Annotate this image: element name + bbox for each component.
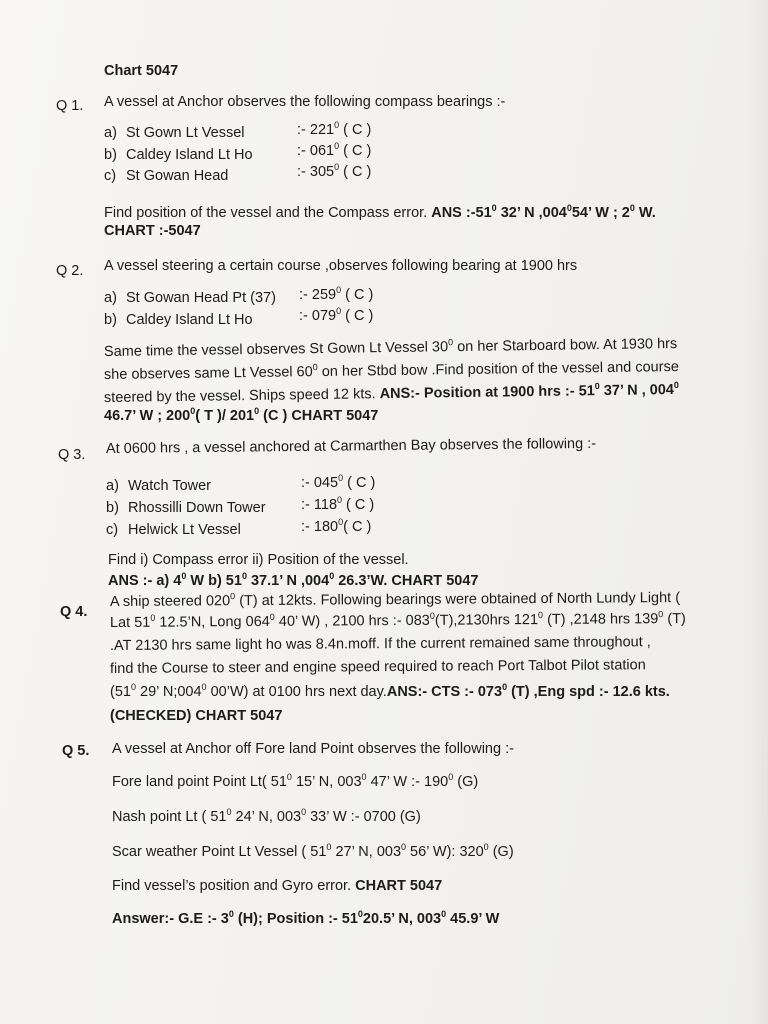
q2-answer-part-1: ANS:- Position at 1900 hrs :- $51^0$ 37’ N , $004^0$ (379, 379, 679, 403)
item-label: a) (104, 125, 117, 141)
q5-observation-3: Scar weather Point Lt Vessel ( $51^0$ 27’ N, $003^0$ 56’ W): $320^0$ (G) (112, 842, 514, 860)
q3-item-b (106, 499, 266, 517)
q1-chart-ref: CHART :-5047 (104, 223, 201, 239)
item-label: a) (106, 478, 119, 494)
q1-item-c-bearing: :- $305^0$ ( C ) (297, 162, 372, 180)
q4-line-5 (110, 683, 670, 701)
q2-item-b-bearing: :- $079^0$ ( C ) (299, 306, 374, 324)
q4-line-1: A ship steered $020^0$ (T) at 12kts. Following bearings were obtained of North Lundy Light ( (109, 590, 681, 610)
question-1-intro: A vessel at Anchor observes the following compass bearings :- (104, 94, 506, 110)
q1-item-c (104, 167, 228, 185)
q2-item-a-bearing: :- $259^0$ ( C ) (299, 285, 374, 303)
q5-observation-1: Fore land point Point Lt( $51^0$ 15’ N, $003^0$ 47’ W :- $190^0$ (G) (112, 772, 479, 790)
q2-body-line-3 (104, 381, 679, 407)
question-2-intro: A vessel steering a certain course ,observes following bearing at 1900 hrs (104, 258, 578, 274)
chart-title: Chart 5047 (104, 63, 179, 79)
q2-body-line-3-text: steered by the vessel. Ships speed 12 kts. (103, 386, 376, 406)
q4-answer: ANS:- CTS :- $073^0$ (T) ,Eng spd :- 12.6 kts. (386, 682, 670, 700)
item-name: Caldey Island Lt Ho (126, 312, 253, 328)
q3-answer: ANS :- a) $4^0$ W b) $51^0$ 37.1’ N ,004$^0$ 26.3’W. CHART 5047 (108, 571, 479, 589)
item-name: St Gowan Head Pt (37) (126, 290, 276, 306)
item-label: b) (104, 312, 117, 328)
q1-find-text: Find position of the vessel and the Compass error. (104, 205, 428, 221)
item-name: Caldey Island Lt Ho (126, 147, 253, 163)
q5-chart-ref: CHART 5047 (355, 878, 443, 894)
question-1-number: Q 1. (56, 98, 84, 114)
q5-find-line (112, 877, 442, 895)
q3-item-a-bearing: :- $045^0$ ( C ) (301, 473, 376, 491)
q3-item-c-bearing: :- $180^0$( C ) (301, 517, 372, 535)
q4-line-3: .AT 2130 hrs same light ho was 8.4n.moff. If the current remained same throughout , (109, 634, 651, 654)
q1-item-b (104, 146, 253, 164)
question-3-intro: At 0600 hrs , a vessel anchored at Carmarthen Bay observes the following :- (105, 435, 597, 457)
q4-line-4: find the Course to steer and engine speed required to reach Port Talbot Pilot station (109, 657, 646, 677)
item-label: c) (104, 168, 117, 184)
q4-checked-chart: (CHECKED) CHART 5047 (110, 708, 283, 724)
page-edge-shadow (746, 0, 768, 1024)
question-5-number: Q 5. (62, 743, 90, 759)
q2-item-b (104, 311, 253, 329)
q3-item-c (106, 521, 241, 539)
item-label: c) (106, 522, 119, 538)
q2-answer-part-2: 46.7’ W ; $200^0$( T )/ $201^0$ (C ) CHART 5047 (104, 406, 379, 424)
item-name: Helwick Lt Vessel (128, 522, 241, 538)
item-name: Rhossilli Down Tower (128, 500, 266, 516)
q1-item-a-bearing: :- $221^0$ ( C ) (297, 120, 372, 138)
q4-line-5-text: ($51^0$ 29’ $N;004^0$ 00’W) at 0100 hrs next day. (110, 682, 387, 700)
item-name: St Gowan Head (126, 168, 229, 184)
q5-find-text: Find vessel’s position and Gyro error. (112, 878, 352, 894)
item-label: a) (104, 290, 117, 306)
item-label: b) (106, 500, 119, 516)
q4-line-2: Lat $51^0$ 12.5’N, Long $064^0$ 40’ W) , 2100 hrs :- $083^0(T),2130hrs$ $121^0$ (T) ,2148 hrs $139^0$ (T) (109, 609, 686, 631)
question-2-number: Q 2. (56, 263, 84, 279)
q1-find-line (104, 204, 656, 222)
q5-observation-2: Nash point Lt ( $51^0$ 24’ N, $003^0$ 33’ W :- 0700 (G) (112, 807, 421, 825)
q2-body-line-1: Same time the vessel observes St Gown Lt Vessel $30^0$ on her Starboard bow. At 1930 hrs (103, 335, 678, 360)
q1-item-a (104, 124, 244, 142)
q2-item-a (104, 289, 276, 307)
q2-body-line-2: she observes same Lt Vessel $60^0$ on her Stbd bow .Find position of the vessel and course (103, 358, 679, 383)
q3-item-a (106, 477, 211, 495)
q3-find: Find i) Compass error ii) Position of the vessel. (108, 552, 409, 568)
q1-answer: ANS $:-51^0$ 32’ N ,004$^0$54’ W ; $2^0$ W. (431, 203, 656, 221)
item-name: Watch Tower (128, 478, 211, 494)
item-label: b) (104, 147, 117, 163)
question-3-number: Q 3. (58, 447, 86, 463)
q5-answer: Answer:- G.E :- $3^0$ (H); Position :- $51^020.5$’ N, $003^0$ 45.9’ W (112, 909, 500, 927)
question-5-intro: A vessel at Anchor off Fore land Point observes the following :- (112, 741, 514, 757)
q3-item-b-bearing: :- $118^0$ ( C ) (301, 495, 375, 513)
question-4-number: Q 4. (60, 604, 88, 620)
q1-item-b-bearing: :- $061^0$ ( C ) (297, 141, 372, 159)
item-name: St Gown Lt Vessel (126, 125, 245, 141)
